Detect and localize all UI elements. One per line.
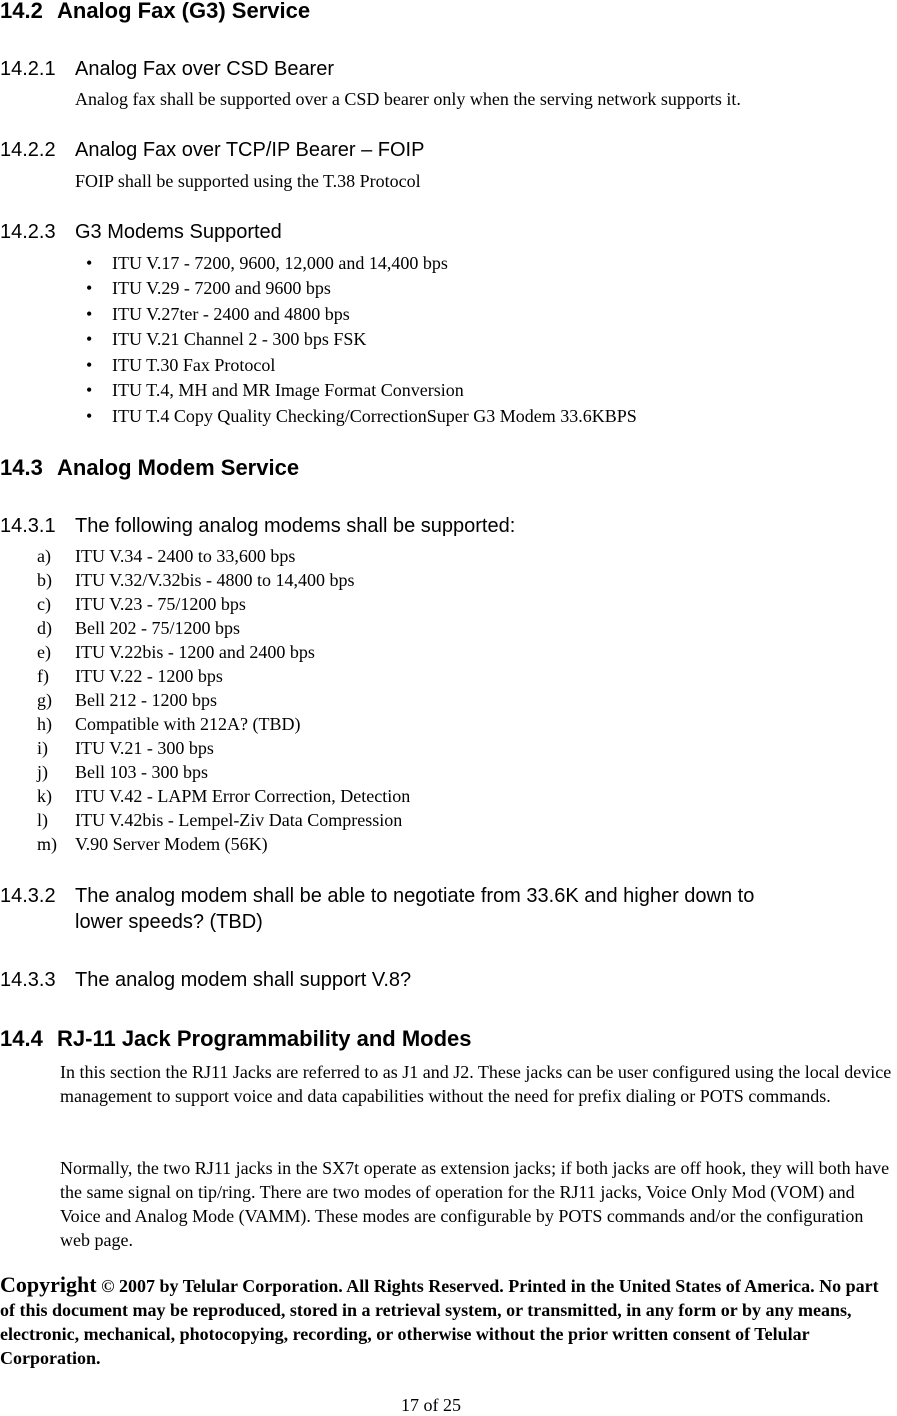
section-title: Analog Modem Service xyxy=(57,455,300,480)
section-number: 14.3.2 xyxy=(0,885,56,907)
section-title: RJ-11 Jack Programmability and Modes xyxy=(57,1026,472,1051)
section-title-line-1: The analog modem shall be able to negotiate from 33.6K and higher down to xyxy=(75,885,755,907)
section-14-3-3-heading xyxy=(0,969,897,993)
section-title: Analog Fax (G3) Service xyxy=(57,0,311,23)
section-14-3-2-heading xyxy=(0,885,897,937)
copyright-notice xyxy=(0,1273,897,1370)
section-14-4-paragraph-2: Normally, the two RJ11 jacks in the SX7t operate as extension jacks; if both jacks are off hook, they will both have the same signal on tip/ring. There are two modes of operation for the RJ11 jacks, Voice Only Mod (VOM) and Voice and Analog Mode (VAMM). These modes are configurable by POTS commands and/or the configuration web page. xyxy=(60,1158,890,1250)
copyright-text: 2007 by Telular Corporation. All Rights Reserved. Printed in the United States of America. No part of this document may be reproduced, stored in a retrieval system, or transmitted, in any form or by any means, electronic, mechanical, photocopying, recording, or otherwise without the prior written consent of Telular Corporation. xyxy=(0,1276,879,1368)
bullet: • xyxy=(86,329,93,349)
section-title: G3 Modems Supported xyxy=(75,221,282,243)
page-number: 17 of 25 xyxy=(401,1395,461,1415)
section-number: 14.4 xyxy=(0,1026,43,1051)
bullet: • xyxy=(86,380,93,400)
section-title: Analog Fax over TCP/IP Bearer – FOIP xyxy=(75,139,425,161)
section-title-line-2: lower speeds? (TBD) xyxy=(75,911,263,933)
bullet: • xyxy=(86,406,93,426)
section-title: Analog Fax over CSD Bearer xyxy=(75,58,335,80)
bullet: • xyxy=(86,278,93,298)
section-14-2-1-body: Analog fax shall be supported over a CSD bearer only when the serving network supports it. xyxy=(75,89,741,109)
section-title: The following analog modems shall be supported: xyxy=(75,515,516,537)
section-number: 14.2.2 xyxy=(0,139,56,161)
section-14-3-heading xyxy=(0,455,299,481)
section-14-2-heading xyxy=(0,0,310,24)
section-number: 14.3.1 xyxy=(0,515,56,537)
section-14-2-1-heading xyxy=(0,58,897,82)
section-14-4-heading xyxy=(0,1026,472,1052)
section-14-2-3-heading xyxy=(0,221,897,245)
copyright-word: Copyright xyxy=(0,1272,97,1297)
section-14-2-2-body: FOIP shall be supported using the T.38 Protocol xyxy=(75,171,421,191)
bullet: • xyxy=(86,355,93,375)
section-14-3-1-heading xyxy=(0,515,897,539)
section-14-4-paragraph-1: In this section the RJ11 Jacks are referred to as J1 and J2. These jacks can be user configured using the local device management to support voice and data capabilities without the need for prefix dialing or POTS commands. xyxy=(60,1062,892,1106)
section-14-2-2-heading xyxy=(0,139,897,163)
section-number: 14.2.3 xyxy=(0,221,56,243)
section-number: 14.2.1 xyxy=(0,58,56,80)
section-title: The analog modem shall support V.8? xyxy=(75,969,412,991)
section-number: 14.3 xyxy=(0,455,43,480)
copyright-symbol: © xyxy=(101,1276,115,1296)
bullet: • xyxy=(86,304,93,324)
section-number: 14.2 xyxy=(0,0,43,23)
bullet: • xyxy=(86,253,93,273)
section-number: 14.3.3 xyxy=(0,969,56,991)
